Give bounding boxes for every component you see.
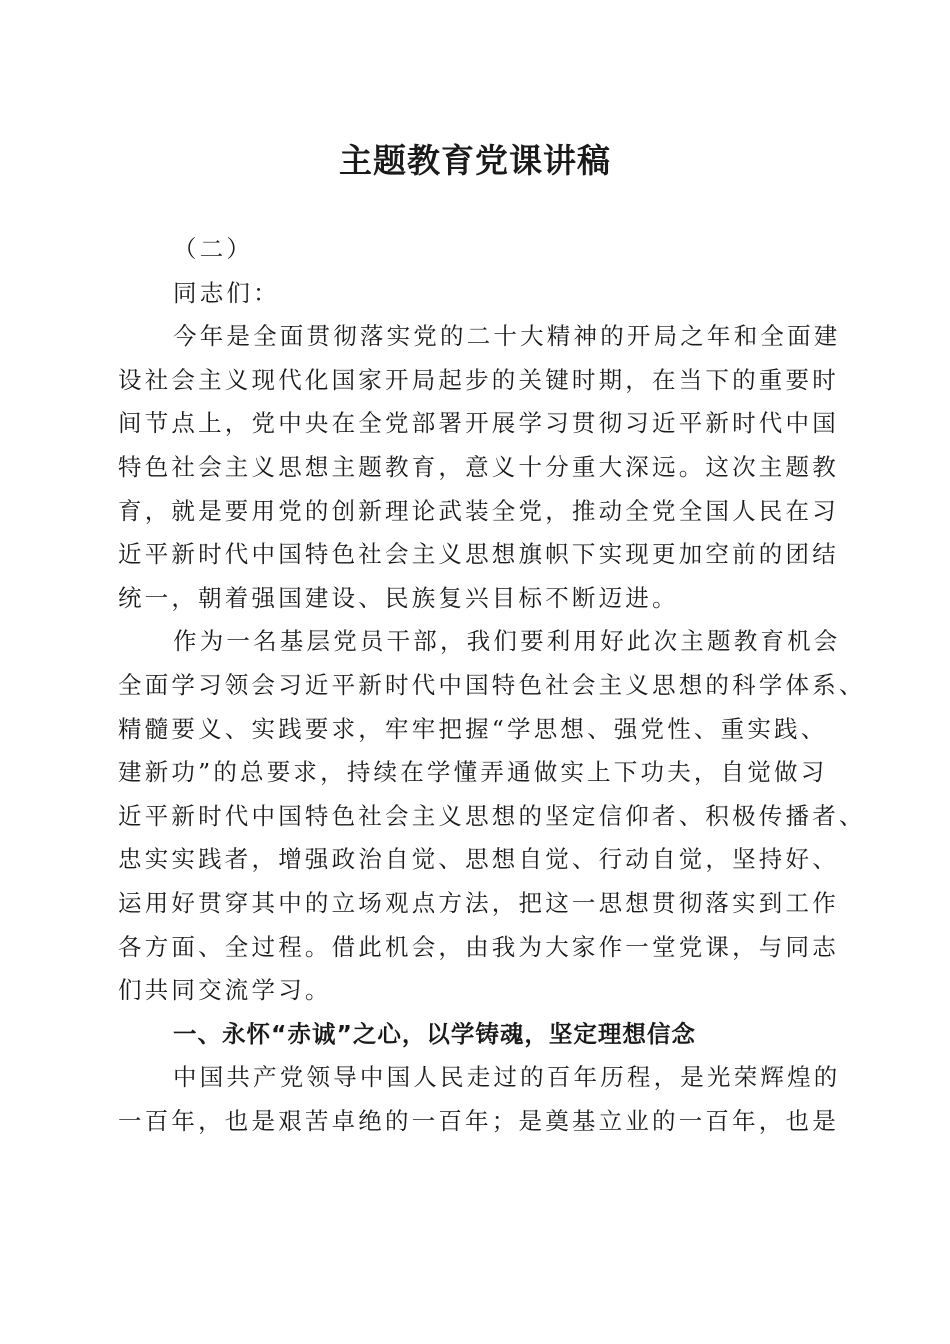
text-line: 近平新时代中国特色社会主义思想的坚定信仰者、积极传播者、 (118, 801, 866, 830)
text-line: 忠实实践者，增强政治自觉、思想自觉、行动自觉，坚持好、 (118, 845, 839, 874)
text-line: 统一，朝着强国建设、民族复兴目标不断迈进。 (118, 583, 679, 612)
text-line: 各方面、全过程。借此机会，由我为大家作一堂党课，与同志 (118, 932, 839, 961)
text-line: 特色社会主义思想主题教育，意义十分重大深远。这次主题教 (118, 452, 839, 481)
text-line: 间节点上，党中央在全党部署开展学习贯彻习近平新时代中国 (118, 409, 839, 438)
text-line: 中国共产党领导中国人民走过的百年历程，是光荣辉煌的 (173, 1063, 841, 1092)
text-line: 们共同交流学习。 (118, 976, 332, 1005)
page-title: 主题教育党课讲稿 (339, 141, 611, 180)
text-line: 育，就是要用党的创新理论武装全党，推动全党全国人民在习 (118, 496, 839, 525)
text-line: 同志们： (173, 278, 280, 307)
text-line: 设社会主义现代化国家开局起步的关键时期，在当下的重要时 (118, 365, 839, 394)
text-line: 作为一名基层党员干部，我们要利用好此次主题教育机会 (173, 627, 841, 656)
text-line: 一百年，也是艰苦卓绝的一百年；是奠基立业的一百年，也是 (118, 1106, 839, 1135)
text-line: 今年是全面贯彻落实党的二十大精神的开局之年和全面建 (173, 322, 841, 351)
text-line: 近平新时代中国特色社会主义思想旗帜下实现更加空前的团结 (118, 540, 839, 569)
section-heading: 一、永怀“赤诚”之心，以学铸魂，坚定理想信念 (173, 1019, 696, 1048)
text-line: 精髓要义、实践要求，牢牢把握“学思想、强党性、重实践、 (118, 714, 828, 743)
text-line: 运用好贯穿其中的立场观点方法，把这一思想贯彻落实到工作 (118, 888, 839, 917)
text-line: 全面学习领会习近平新时代中国特色社会主义思想的科学体系、 (118, 670, 866, 699)
text-line: 建新功”的总要求，持续在学懂弄通做实上下功夫，自觉做习 (118, 758, 828, 787)
text-line: （二） (173, 235, 254, 263)
document-body (118, 228, 866, 1143)
